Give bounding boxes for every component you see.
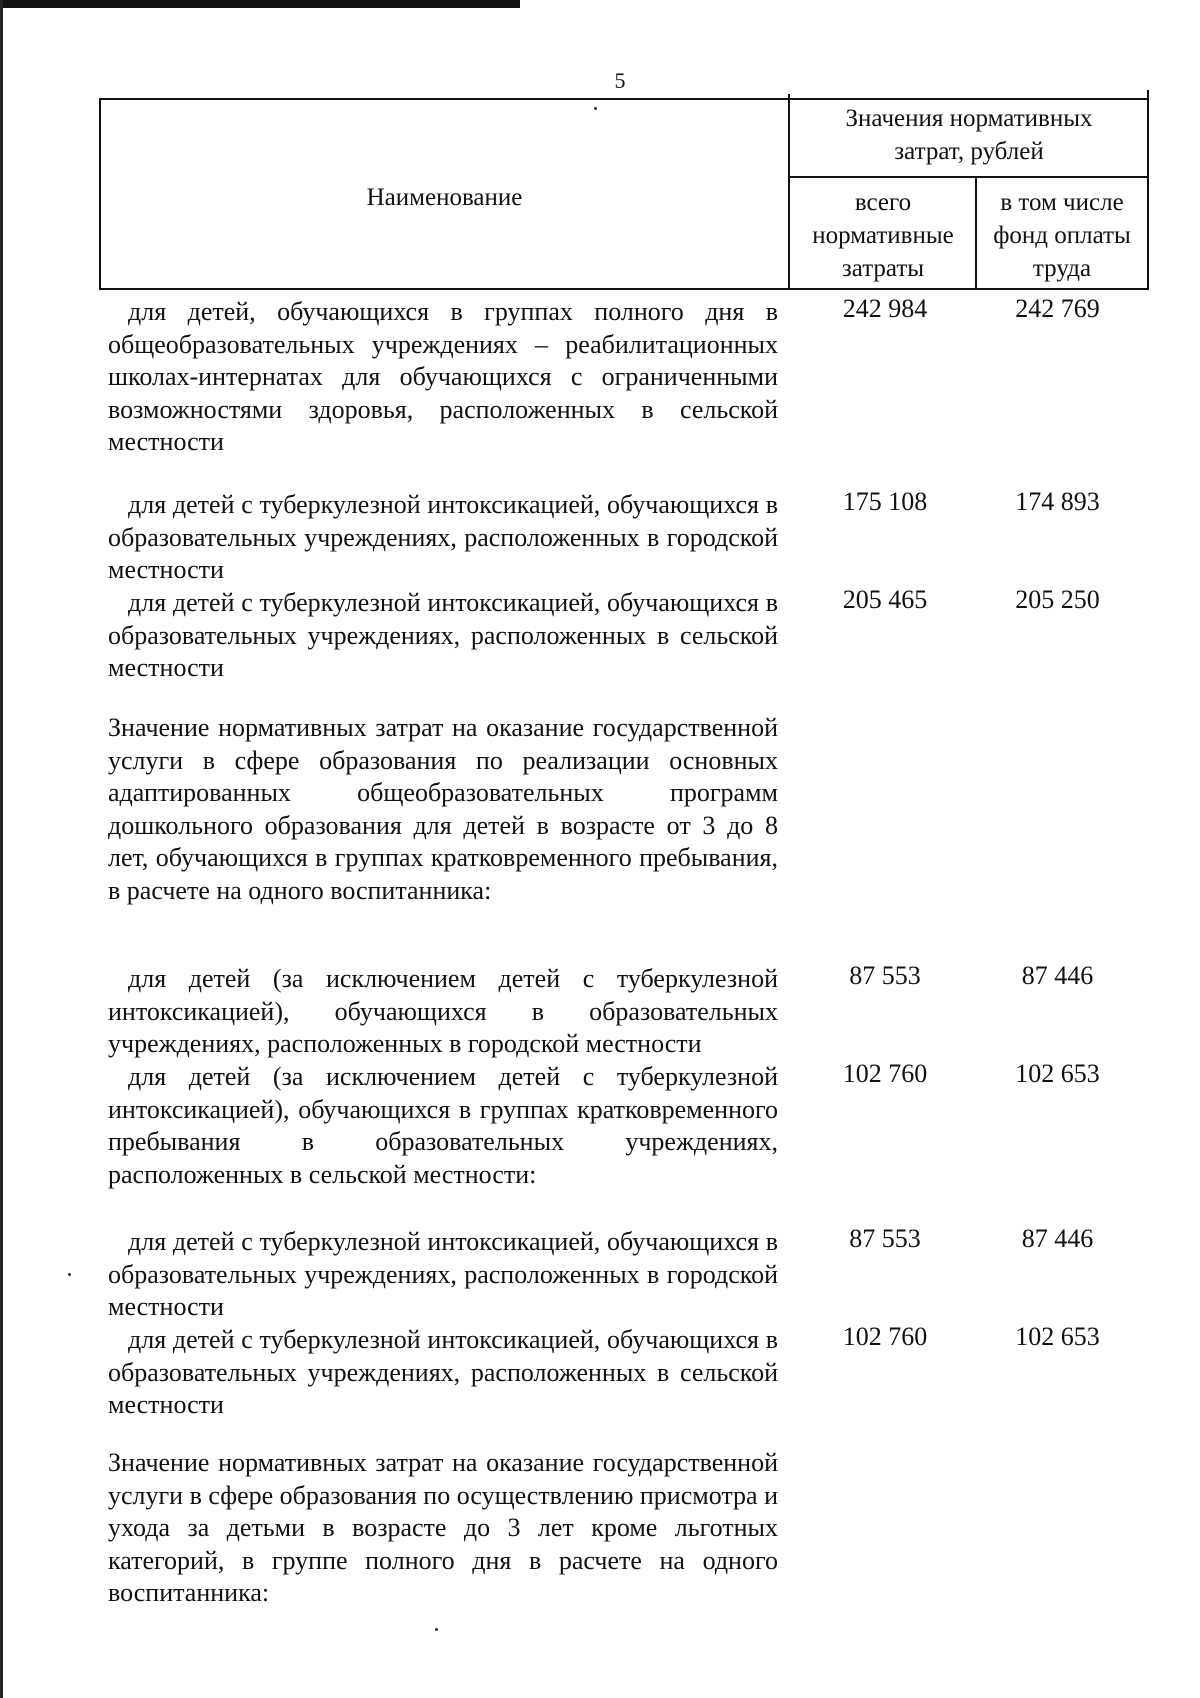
row-total: 242 984: [842, 294, 928, 323]
scan-speck: [68, 1273, 71, 1276]
row-fot: 87 446: [1021, 961, 1094, 990]
row-name: для детей (за исключением детей с туберкулезной интоксикацией), обучающихся в образовательных учреждениях, расположенных в городской местности: [108, 964, 778, 1058]
row-total: 87 553: [849, 1224, 921, 1253]
row-name: для детей с туберкулезной интоксикацией, обучающихся в образовательных учреждениях, расположенных в городской местности: [108, 490, 778, 584]
row-total: 175 108: [842, 487, 928, 516]
row-name: для детей с туберкулезной интоксикацией, обучающихся в образовательных учреждениях, расположенных в сельской местности: [108, 588, 778, 682]
header-border-top: [99, 98, 1149, 100]
row-fot: 174 893: [1015, 487, 1100, 516]
header-divider-name: [788, 94, 790, 290]
row-name: для детей, обучающихся в группах полного дня в общеобразовательных учреждениях – реабилитационных школах-интернатах для обучающихся с ограниченными возможностями здоровья, расположенных в сельской местности: [108, 297, 778, 456]
row-name: для детей (за исключением детей с туберкулезной интоксикацией), обучающихся в группах кратковременного пребывания в образовательных учреждениях, расположенных в сельской местности:: [108, 1062, 778, 1189]
page-number: 5: [614, 68, 626, 93]
row-total: 102 760: [842, 1059, 928, 1088]
section-heading: Значение нормативных затрат на оказание государственной услуги в сфере образования по осуществлению присмотра и ухода за детьми в возрасте до 3 лет кроме льготных категорий, в группе полного дня в расчете на одного воспитанника:: [108, 1448, 778, 1607]
scan-edge-top: [0, 0, 520, 8]
row-total: 102 760: [842, 1322, 928, 1351]
scan-speck: [435, 1628, 438, 1631]
header-fot: в том числе фонд оплаты труда: [993, 189, 1131, 282]
row-name: для детей с туберкулезной интоксикацией, обучающихся в образовательных учреждениях, расположенных в городской местности: [108, 1227, 778, 1321]
row-fot: 102 653: [1015, 1059, 1100, 1088]
row-total: 205 465: [842, 585, 928, 614]
header-border-right: [1147, 90, 1149, 290]
header-divider-columns: [975, 176, 977, 290]
row-fot: 102 653: [1015, 1322, 1100, 1351]
row-fot: 205 250: [1015, 585, 1100, 614]
row-total: 87 553: [849, 961, 921, 990]
header-divider-subgroup: [788, 176, 1149, 178]
row-name: для детей с туберкулезной интоксикацией, обучающихся в образовательных учреждениях, расположенных в сельской местности: [108, 1325, 778, 1419]
header-border-bottom: [99, 288, 1149, 290]
scan-speck: [594, 107, 597, 110]
scan-edge-left: [0, 0, 3, 1698]
section-heading: Значение нормативных затрат на оказание государственной услуги в сфере образования по реализации основных адаптированных общеобразовательных программ дошкольного образования для детей в возрасте от 3 до 8 лет, обучающихся в группах кратковременного пребывания, в расчете на одного воспитанника:: [108, 713, 778, 905]
header-name: Наименование: [366, 184, 523, 211]
row-fot: 242 769: [1015, 294, 1100, 323]
row-fot: 87 446: [1021, 1224, 1094, 1253]
header-total: всего нормативные затраты: [812, 189, 954, 282]
header-values-group: Значения нормативных затрат, рублей: [845, 105, 1093, 165]
